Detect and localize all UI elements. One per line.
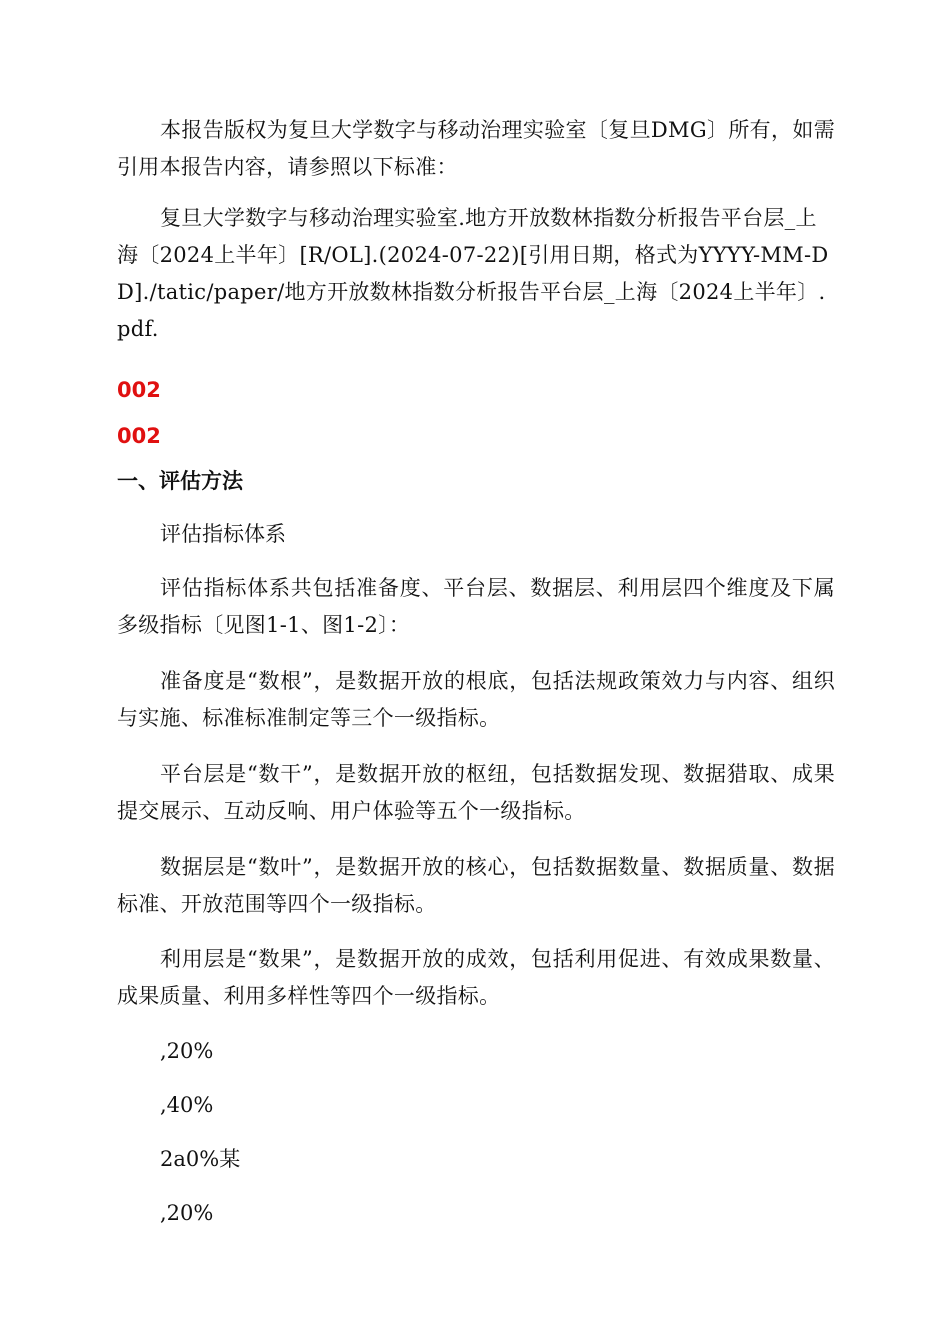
fragment-1: ,20% xyxy=(160,1039,214,1063)
paragraph-platform: 平台层是“数干”，是数据开放的枢纽，包括数据发现、数据猎取、成果提交展示、互动反响、用户体验等五个一级指标。 xyxy=(117,762,835,823)
paragraph-utilization: 利用层是“数果”，是数据开放的成效，包括利用促进、有效成果数量、成果质量、利用多样性等四个一级指标。 xyxy=(117,947,835,1008)
paragraph-data: 数据层是“数叶”，是数据开放的核心，包括数据数量、数据质量、数据标准、开放范围等四个一级指标。 xyxy=(117,855,835,916)
paragraph-indicator-system: 评估指标体系共包括准备度、平台层、数据层、利用层四个维度及下属多级指标〔见图1-1、图1-2〕： xyxy=(117,576,835,637)
page-marker-2: 002 xyxy=(117,424,161,448)
subheading: 评估指标体系 xyxy=(160,522,286,546)
fragment-2: ,40% xyxy=(160,1093,214,1117)
citation-text: 复旦大学数字与移动治理实验室.地方开放数林指数分析报告平台层_上海〔2024上半年〕[R/OL].(2024-07-22)[引用日期，格式为YYYY-MM-DD]./tatic/paper/地方开放数林指数分析报告平台层_上海〔2024上半年〕.pdf. xyxy=(117,206,829,341)
fragment-4: ,20% xyxy=(160,1201,214,1225)
fragment-3: 2a0%某 xyxy=(160,1147,241,1171)
page-marker-1: 002 xyxy=(117,378,161,402)
copyright-notice: 本报告版权为复旦大学数字与移动治理实验室〔复旦DMG〕所有，如需引用本报告内容，请参照以下标准： xyxy=(117,118,835,179)
section-heading: 一、评估方法 xyxy=(117,469,243,493)
paragraph-readiness: 准备度是“数根”，是数据开放的根底，包括法规政策效力与内容、组织与实施、标准标准制定等三个一级指标。 xyxy=(117,669,835,730)
